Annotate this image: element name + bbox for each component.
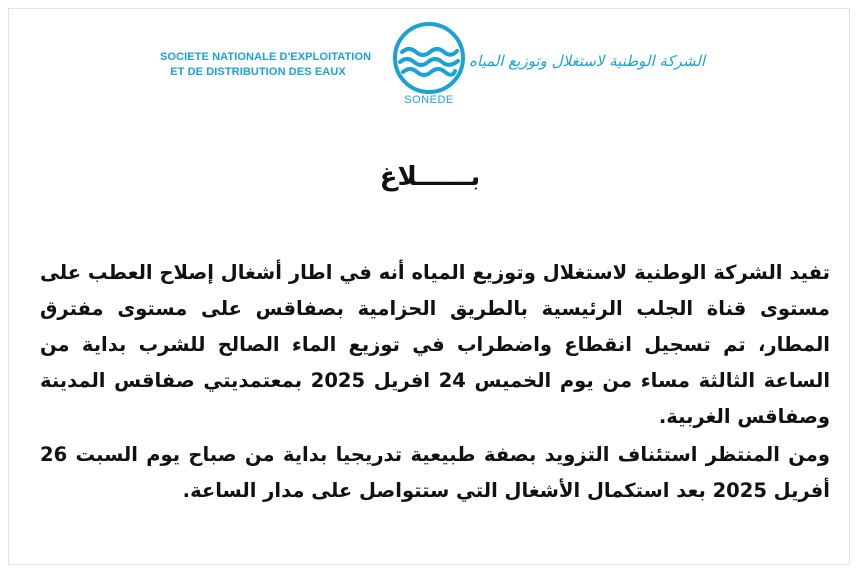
logo-text: SONEDE [404, 94, 454, 106]
notice-paragraph-1: تفيد الشركة الوطنية لاستغلال وتوزيع المياه أنه في اطار أشغال إصلاح العطب على مستوى قناة الجلب الرئيسية بالطريق الحزامية بصفاقس على مستوى مفترق المطار، تم تسجيل انقطاع واضطراب في توزيع الماء الصالح للشرب بداية من الساعة الثالثة مساء من يوم الخميس 24 افريل 2025 بمعتمديتي صفاقس المدينة وصفاقس الغربية. [40, 261, 830, 428]
notice-title: بــــــلاغ [379, 162, 481, 192]
notice-body [40, 255, 830, 509]
org-name-french [160, 50, 372, 80]
org-name-french-line1: SOCIETE NATIONALE D'EXPLOITATION [160, 51, 372, 63]
sonede-logo [386, 22, 472, 114]
notice-paragraph-2: ومن المنتظر استئناف التزويد بصفة طبيعية تدريجيا بداية من صباح يوم السبت 26 أفريل 2025 بعد استكمال الأشغال التي ستتواصل على مدار الساعة. [40, 443, 830, 502]
org-name-french-line2: ET DE DISTRIBUTION DES EAUX [170, 66, 346, 78]
org-name-arabic: الشركة الوطنية لاستغلال وتوزيع المياه [469, 52, 705, 70]
water-waves-icon [386, 22, 472, 94]
